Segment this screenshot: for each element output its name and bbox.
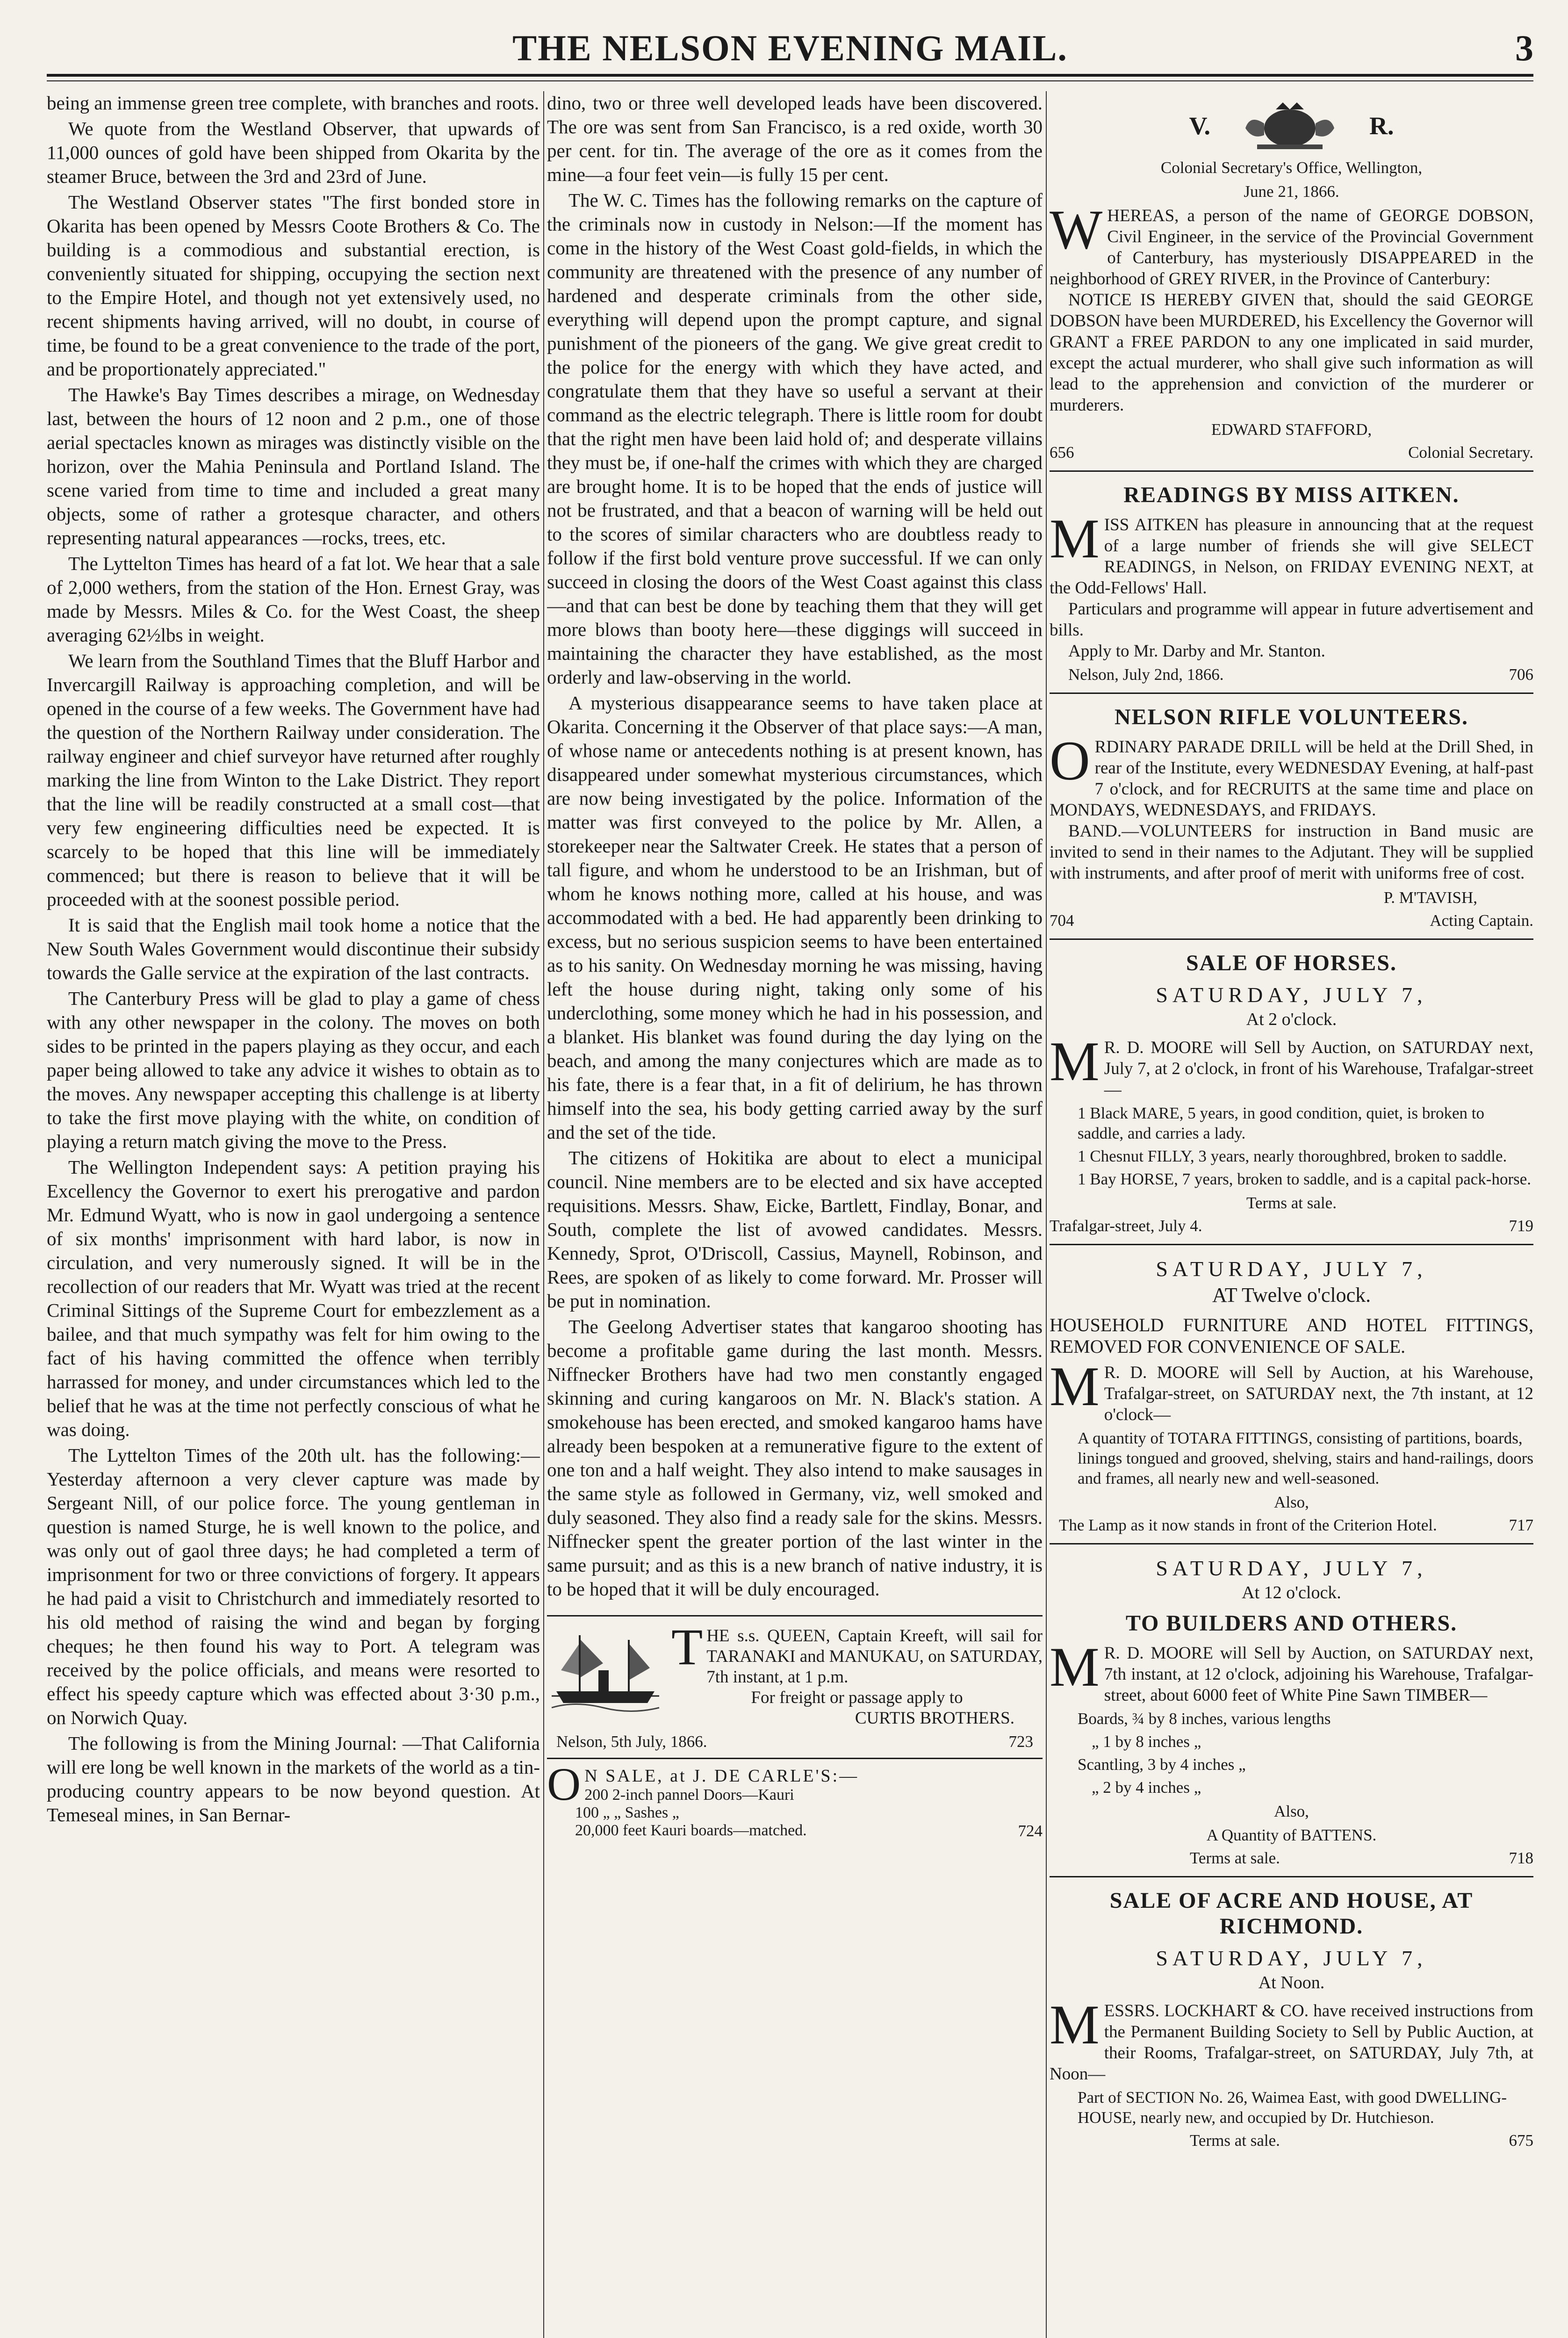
sale-item: A quantity of TOTARA FITTINGS, consisting of partitions, boards, linings tongued and grooved, shelving, stairs and hand-railings, doors and frames, all nearly new and well-seasoned. (1078, 1429, 1533, 1487)
sale-date: SATURDAY, JULY 7, (1156, 983, 1427, 1007)
masthead (47, 14, 1533, 89)
notice-pardon: NOTICE IS HEREBY GIVEN that, should the said GEORGE DOBSON have been MURDERED, his Excellency the Governor will GRANT a FREE PARDON to any one implicated in said murder, except the actual murderer, who shall give such information as will lead to the apprehension and conviction of the murderer or murderers. (1050, 290, 1533, 415)
ad-ref-number: 723 (1008, 1732, 1033, 1751)
article-paragraph: The Lyttelton Times of the 20th ult. has the following:—Yesterday afternoon a very clever capture was made by Sergeant Nill, of our police force. The young gentleman in question is named Sturge, he is well known to the police, and was only out of gaol three days; he had completed a term of imprisonment for two or three convictions of forgery. It appears he had paid a visit to Christchurch and immediately resorted to his old method of raising the wind and began by forging cheques; he then found his way to Port. A telegram was received by the police officials, and means were resorted to effect his speedy capture which was effected about 3·30 p.m., on Norwich Quay. (47, 1444, 540, 1728)
drop-cap: M (1050, 1355, 1100, 1417)
household-sale-advertisement (1050, 1245, 1533, 1544)
sale-item: Scantling, 3 by 4 inches „ (1078, 1755, 1246, 1774)
crest-letter-r: R. (1369, 112, 1394, 140)
signer-title: Colonial Secretary. (1408, 443, 1533, 462)
sale-terms: Terms at sale. (1190, 1849, 1280, 1867)
ad-item: 20,000 feet Kauri boards—matched. (575, 1822, 807, 1839)
builders-sale-advertisement (1050, 1544, 1533, 1877)
article-paragraph: The Canterbury Press will be glad to play a game of chess with any other newspaper in the colony. The moves on both sides to be printed in the papers playing as they occur, and each paper being allowed to take any advice it wishes to obtain as to the moves. Any newspaper accepting this challenge is at liberty to take the first move playing with the white, on condition of playing a return match giving the move to the Press. (47, 988, 540, 1152)
ad-ref-number: 717 (1509, 1516, 1533, 1534)
ad-ref-number: 656 (1050, 443, 1074, 462)
sale-date: SATURDAY, JULY 7, (1156, 1946, 1427, 1970)
sale-item: „ 1 by 8 inches „ (1092, 1732, 1201, 1751)
ad-date: Nelson, July 2nd, 1866. (1068, 665, 1224, 684)
apply-line: For freight or passage apply to (751, 1688, 963, 1707)
sale-item: A Quantity of BATTENS. (1206, 1826, 1377, 1844)
sale-date: SATURDAY, JULY 7, (1156, 1556, 1427, 1580)
office-line: Colonial Secretary's Office, Wellington, (1160, 159, 1423, 177)
ad-ref-number: 706 (1509, 665, 1533, 684)
steamship-icon (547, 1626, 664, 1719)
ship-advertisement (547, 1615, 1043, 1751)
sale-terms: Terms at sale. (1190, 2131, 1280, 2150)
ad-title: NELSON RIFLE VOLUNTEERS. (1114, 705, 1468, 729)
ad-title: SALE OF ACRE AND HOUSE, AT RICHMOND. (1109, 1888, 1474, 1939)
drop-cap: O (1050, 729, 1090, 792)
ad-apply: Apply to Mr. Darby and Mr. Stanton. (1068, 642, 1325, 661)
sale-item: Part of SECTION No. 26, Waimea East, with good DWELLING-HOUSE, nearly new, and occupied by Dr. Hutchieson. (1078, 2088, 1507, 2127)
drop-cap: M (1050, 1993, 1100, 2056)
drop-cap: M (1050, 507, 1100, 570)
also-label: Also, (1274, 1493, 1309, 1511)
article-paragraph: We quote from the Westland Observer, that upwards of 11,000 ounces of gold have been shipped from Okarita by the steamer Bruce, between the 3rd and 23rd of June. (47, 118, 540, 187)
column-3 (1050, 91, 1533, 2338)
drop-cap: W (1050, 198, 1103, 260)
article-paragraph: The Westland Observer states "The first bonded store in Okarita has been opened by Messrs Coote Brothers & Co. The building is a commodious and substantial erection, is conveniently situated for shipping, occupying the section next to the Empire Hotel, and though not yet extensively used, no recent shipments having arrived, will no doubt, in course of time, be found to be a great convenience to the trade of the port, and be proportionately appreciated." (47, 191, 540, 380)
ad-ref-number: 675 (1509, 2131, 1533, 2150)
column-divider (543, 91, 544, 2338)
article-paragraph: dino, two or three well developed leads have been discovered. The ore was sent from San Francisco, is a red oxide, worth 30 per cent. for tin. The average of the ore as it comes from the mine—a four feet vein—is fully 15 per cent. (547, 92, 1043, 185)
ad-body-text: R. D. MOORE will Sell by Auction, on SATURDAY next, 7th instant, at 12 o'clock, adjoining his Warehouse, Trafalgar-street, about 6000 feet of White Pine Sawn TIMBER— (1104, 1644, 1533, 1705)
ad-item: 100 „ „ Sashes „ (575, 1804, 679, 1821)
readings-advertisement (1050, 472, 1533, 694)
ad-title: SALE OF HORSES. (1186, 951, 1397, 975)
ad-title: READINGS BY MISS AITKEN. (1123, 483, 1460, 507)
signer-name: EDWARD STAFFORD, (1211, 420, 1372, 439)
notice-body: HEREAS, a person of the name of GEORGE DOBSON, Civil Engineer, in the service of the Provincial Government of Canterbury, has mysteriously DISAPPEARED in the neighborhood of GREY RIVER, in the Province of Canterbury: (1050, 206, 1533, 289)
ad-body-text: ISS AITKEN has pleasure in announcing that at the request of a large number of friends she will give SELECT READINGS, in Nelson, on FRIDAY EVENING NEXT, at the Odd-Fellows' Hall. (1050, 515, 1533, 598)
article-paragraph: The following is from the Mining Journal: —That California will ere long be well known in the markets of the world as a tin-producing country appears to be now beyond question. At Temeseal mines, in San Bernar- (47, 1732, 540, 1826)
article-paragraph: The Lyttelton Times has heard of a fat lot. We hear that a sale of 2,000 wethers, from the station of the Hon. Ernest Gray, was made by Messrs. Miles & Co. for the West Coast, the sheep averaging 62½lbs in weight. (47, 553, 540, 646)
sale-time: AT Twelve o'clock. (1212, 1284, 1371, 1306)
newspaper-title: THE NELSON EVENING MAIL. (512, 28, 1068, 68)
ad-body-text: ESSRS. LOCKHART & CO. have received instructions from the Permanent Building Society to Sell by Public Auction, at their Rooms, Trafalgar-street, on SATURDAY, July 7th, at Noon— (1050, 2001, 1533, 2084)
article-paragraph: The Hawke's Bay Times describes a mirage, on Wednesday last, between the hours of 12 noon and 2 p.m., one of those aerial spectacles known as mirages was distinctly visible on the horizon, over the Mahia Peninsula and Portland Island. The scene varied from time to time and included a great many objects, some of rather a grotesque character, and others representing natural appearances —rocks, trees, etc. (47, 384, 540, 548)
agent-name: CURTIS BROTHERS. (855, 1709, 1014, 1728)
ad-body-text: RDINARY PARADE DRILL will be held at the Drill Shed, in rear of the Institute, every WEDNESDAY Evening, at half-past 7 o'clock, and for RECRUITS at the same time and place on MONDAYS, WEDNESDAYS, and FRIDAYS. (1050, 737, 1533, 820)
sale-item: 1 Chesnut FILLY, 3 years, nearly thoroughbred, broken to saddle. (1078, 1147, 1507, 1165)
sale-time: At 2 o'clock. (1246, 1010, 1337, 1029)
sale-terms: Terms at sale. (1246, 1194, 1337, 1212)
article-paragraph: The W. C. Times has the following remarks on the capture of the criminals now in custody in Nelson:—If the moment has come in the history of the West Coast gold-fields, in which the community are threatened with the presence of any number of hardened and desperate criminals from the other side, everything will depend upon the prompt capture, and signal punishment of the pioneers of the gang. We give great credit to the police for the energy with which they have acted, and congratulate them that they have so useful a servant at their command as the electric telegraph. There is little room for doubt that the right men have been laid hold of; and desperate villains they must be, if one-half the crimes with which they are charged are brought home. It is to be hoped that the ends of justice will not be frustrated, and that a beacon of warning will be held out to the scores of similar characters who are doubtless ready to follow if the first bold venture prove successful. If we can only succeed in closing the doors of the West Coast against this class—and that can best be done by teaching them that they will get more blows than booty here—these diggings will succeed in maintaining the character they have established, as the most orderly and law-observing in the world. (547, 189, 1043, 688)
horse-sale-advertisement (1050, 940, 1533, 1245)
column-divider (1046, 91, 1047, 2338)
drop-cap: T (671, 1618, 703, 1675)
sale-item: 1 Bay HORSE, 7 years, broken to saddle, and is a capital pack-horse. (1078, 1170, 1532, 1188)
article-paragraph: The Geelong Advertiser states that kangaroo shooting has become a profitable game during the last month. Messrs. Niffnecker Brothers have had two men constantly engaged skinning and curing kangaroos on Mr. N. Black's station. A smokehouse has been erected, and smoked kangaroo hams have already been bespoken at a remunerative figure to the extent of one ton and a half weight. They also intend to make sausages in the same style as followed in Germany, viz, well smoked and duly seasoned. They also find a ready sale for the skins. Messrs. Niffnecker spent the greater portion of the last winter in the same pursuit; and as this is a new branch of native industry, it is to be hoped that it will be duly encouraged. (547, 1316, 1043, 1600)
ad-item: 200 2-inch pannel Doors—Kauri (584, 1786, 794, 1804)
ship-ad-text: HE s.s. QUEEN, Captain Kreeft, will sail for TARANAKI and MANUKAU, on SATURDAY, 7th instant, at 1 p.m. (706, 1626, 1043, 1687)
column-2 (547, 91, 1043, 2338)
ad-date: Nelson, 5th July, 1866. (556, 1732, 707, 1751)
ad-body-text: R. D. MOORE will Sell by Auction, on SATURDAY next, July 7, at 2 o'clock, in front of his Warehouse, Trafalgar-street— (1104, 1038, 1533, 1099)
sale-time: At 12 o'clock. (1242, 1583, 1341, 1602)
also-label: Also, (1274, 1802, 1309, 1820)
ad-ref-number: 704 (1050, 911, 1074, 930)
ad-particulars: Particulars and programme will appear in future advertisement and bills. (1050, 599, 1533, 640)
article-paragraph: being an immense green tree complete, with branches and roots. (47, 92, 539, 114)
column-1 (47, 91, 540, 2338)
article-paragraph: A mysterious disappearance seems to have taken place at Okarita. Concerning it the Observer of that place says:—A man, of whose name or antecedents nothing is at present known, has disappeared under somewhat mysterious circumstances, which are now being investigated by the police. Information of the matter was first conveyed to the police by Mr. Allen, a storekeeper near the Saltwater Creek. He states that a person of tall figure, and whom he understood to be an Irishman, but of whom he knows nothing more, called at his house, and was accommodated with a bed. He had apparently been drinking to excess, but no serious suspicion seems to have been entertained as to his sanity. On Wednesday morning he was missing, having left the house during night, taking only some of his underclothing, some money which he had in his possession, and a blanket. His blanket was found during the day lying on the beach, and among the many conjectures which are made as to his fate, there is a fear that, in a fit of delirium, he has thrown himself into the sea, his body getting carried away by the surf and the set of the tide. (547, 692, 1043, 1143)
header-rule-thin (47, 80, 1533, 81)
rifle-volunteers-advertisement (1050, 694, 1533, 940)
notice-date: June 21, 1866. (1244, 182, 1339, 201)
drop-cap: M (1050, 1636, 1100, 1698)
ad-body-text: R. D. MOORE will Sell by Auction, at his Warehouse, Trafalgar-street, on SATURDAY next, the 7th instant, at 12 o'clock— (1104, 1363, 1533, 1424)
ad-ref-number: 724 (1018, 1822, 1043, 1840)
sale-item: 1 Black MARE, 5 years, in good condition, quiet, is broken to saddle, and carries a lady. (1078, 1104, 1485, 1142)
drop-cap: M (1050, 1030, 1100, 1092)
sale-time: At Noon. (1258, 1973, 1325, 1992)
ad-ref-number: 718 (1509, 1849, 1533, 1867)
ad-band-notice: BAND.—VOLUNTEERS for instruction in Band music are invited to send in their names to the Adjutant. They will be supplied with instruments, and after proof of merit with uniforms free of cost. (1050, 822, 1533, 883)
article-paragraph: The citizens of Hokitika are about to elect a municipal council. Nine members are to be elected and six have accepted requisitions. Messrs. Shaw, Eicke, Bartlett, Findlay, Bonar, and South, complete the list of avowed candidates. Messrs. Kennedy, Sprot, O'Driscoll, Cassius, Maynell, Robinson, and Rees, are spoken of as likely to come forward. Mr. Prosser will be put in nomination. (547, 1147, 1043, 1312)
sale-date: SATURDAY, JULY 7, (1156, 1257, 1427, 1281)
ad-headline: N SALE, at J. DE CARLE'S:— (584, 1766, 859, 1786)
signer-title: Acting Captain. (1430, 911, 1533, 930)
crest-letter-v: V. (1189, 112, 1211, 140)
royal-crest-icon (1238, 100, 1341, 152)
article-paragraph: It is said that the English mail took home a notice that the New South Wales Government would discontinue their subsidy towards the Galle service at the expiration of the last contracts. (47, 914, 540, 983)
page-number: 3 (1515, 28, 1533, 68)
proclamation-notice (1050, 91, 1533, 472)
sale-item: „ 2 by 4 inches „ (1092, 1778, 1201, 1797)
sale-item: The Lamp as it now stands in front of the Criterion Hotel. (1059, 1516, 1437, 1534)
header-rule (47, 74, 1533, 77)
article-paragraph: The Wellington Independent says: A petition praying his Excellency the Governor to exert his prerogative and pardon Mr. Edmund Wyatt, who is now in gaol undergoing a sentence of six months' imprisonment with hard labor, is now in circulation, and very numerously signed. It will be in the recollection of our readers that Mr. Wyatt was tried at the recent Criminal Sittings of the Supreme Court for embezzlement as a bailee, and that much sympathy was felt for him owing to the fact of his having committed the offence when terribly harrassed for money, and under circumstances which led to the belief that he was at the time not perfectly conscious of what he was doing. (47, 1156, 540, 1440)
doors-sale-advertisement (547, 1758, 1043, 1840)
ad-place-date: Trafalgar-street, July 4. (1050, 1217, 1202, 1235)
sale-heading: HOUSEHOLD FURNITURE AND HOTEL FITTINGS, REMOVED FOR CONVENIENCE OF SALE. (1050, 1314, 1533, 1357)
article-paragraph: We learn from the Southland Times that the Bluff Harbor and Invercargill Railway is approaching completion, and will be opened in the course of a few weeks. The Government have had the question of the Northern Railway under consideration. The railway engineer and chief surveyor have returned after roughly marking the line from Winton to the Lake District. They report that the line will be readily constructed at a small cost—that very few engineering difficulties need be expected. It is scarcely to be hoped that this line will be immediately commenced; but there is reason to believe that it will be proceeded with at the soonest possible period. (47, 650, 540, 910)
signer-name: P. M'TAVISH, (1383, 888, 1477, 907)
sale-item: Boards, ¾ by 8 inches, various lengths (1078, 1710, 1331, 1728)
ad-ref-number: 719 (1509, 1217, 1533, 1235)
drop-cap: O (547, 1758, 581, 1810)
ad-title: TO BUILDERS AND OTHERS. (1125, 1611, 1458, 1636)
acre-sale-advertisement (1050, 1877, 1533, 2158)
